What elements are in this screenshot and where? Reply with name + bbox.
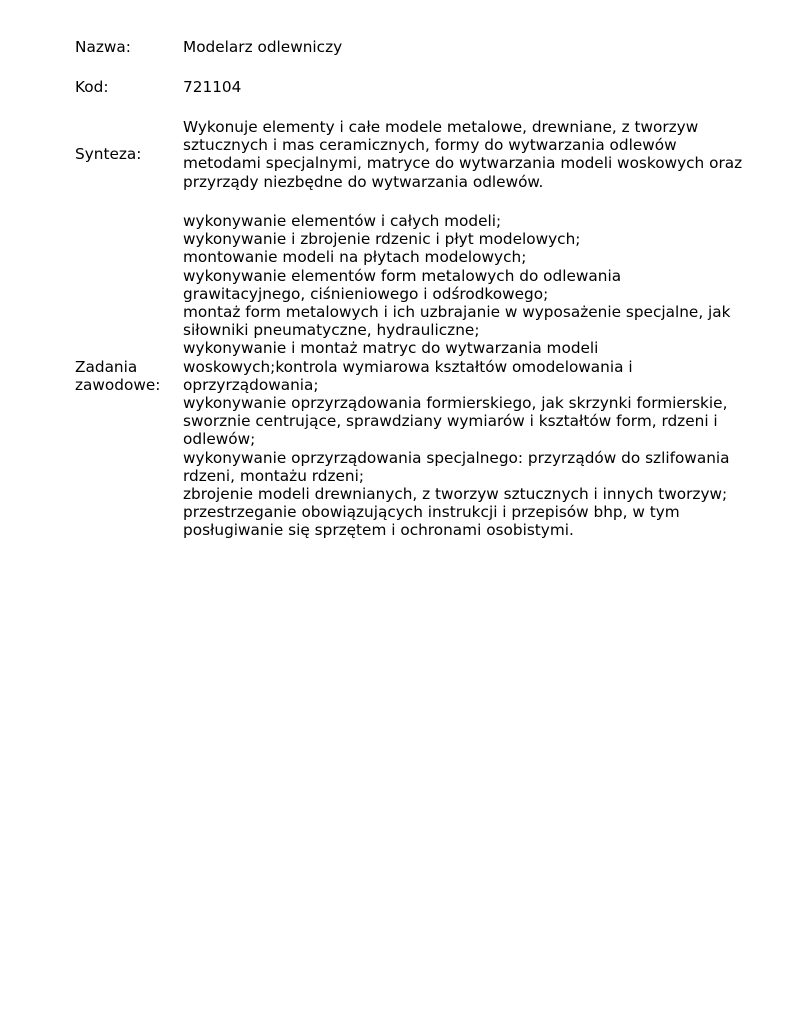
field-code-value: 721104 <box>183 77 242 96</box>
tasks-line: zbrojenie modeli drewnianych, z tworzyw sztucznych i innych tworzyw; <box>183 485 728 504</box>
field-tasks-label <box>75 358 183 394</box>
tasks-line: oprzyrządowania; <box>183 375 319 394</box>
synthesis-line: Wykonuje elementy i całe modele metalowe, drewniane, z tworzyw <box>183 118 699 136</box>
field-synthesis-row <box>75 118 765 191</box>
tasks-line: odlewów; <box>183 430 256 449</box>
tasks-line: wykonywanie oprzyrządowania formierskiego, jak skrzynki formierskie, <box>183 394 728 413</box>
field-synthesis-label: Synteza: <box>75 145 142 164</box>
field-code-row <box>75 78 765 96</box>
field-name-label: Nazwa: <box>75 37 131 56</box>
tasks-line: wykonywanie i montaż matryc do wytwarzania modeli <box>183 339 599 358</box>
tasks-label-line: zawodowe: <box>75 375 161 394</box>
tasks-line: montowanie modeli na płytach modelowych; <box>183 248 527 267</box>
tasks-line: siłowniki pneumatyczne, hydrauliczne; <box>183 321 480 340</box>
field-name-value: Modelarz odlewniczy <box>183 37 343 56</box>
tasks-label-line: Zadania <box>75 357 138 376</box>
tasks-line: sworznie centrujące, sprawdziany wymiarów i kształtów form, rdzeni i <box>183 412 718 431</box>
field-tasks-row <box>75 212 765 540</box>
field-synthesis-value <box>183 118 765 191</box>
field-name-row <box>75 38 765 56</box>
tasks-line: rdzeni, montażu rdzeni; <box>183 466 365 485</box>
tasks-line: montaż form metalowych i ich uzbrajanie w wyposażenie specjalne, jak <box>183 303 731 322</box>
synthesis-line: metodami specjalnymi, matryce do wytwarzania modeli woskowych oraz <box>183 154 743 173</box>
field-tasks-value <box>183 212 765 540</box>
tasks-line: wykonywanie elementów i całych modeli; <box>183 212 502 230</box>
tasks-line: woskowych;kontrola wymiarowa kształtów omodelowania i <box>183 357 633 376</box>
tasks-line: wykonywanie i zbrojenie rdzenic i płyt modelowych; <box>183 230 581 249</box>
tasks-line: posługiwanie się sprzętem i ochronami osobistymi. <box>183 521 574 540</box>
tasks-line: grawitacyjnego, ciśnieniowego i odśrodkowego; <box>183 284 549 303</box>
tasks-line: przestrzeganie obowiązujących instrukcji i przepisów bhp, w tym <box>183 503 680 522</box>
synthesis-line: przyrządy niezbędne do wytwarzania odlewów. <box>183 172 544 191</box>
synthesis-line: sztucznych i mas ceramicznych, formy do wytwarzania odlewów <box>183 136 677 155</box>
tasks-line: wykonywanie elementów form metalowych do odlewania <box>183 266 622 285</box>
tasks-line: wykonywanie oprzyrządowania specjalnego: przyrządów do szlifowania <box>183 448 730 467</box>
field-code-label: Kod: <box>75 77 109 96</box>
